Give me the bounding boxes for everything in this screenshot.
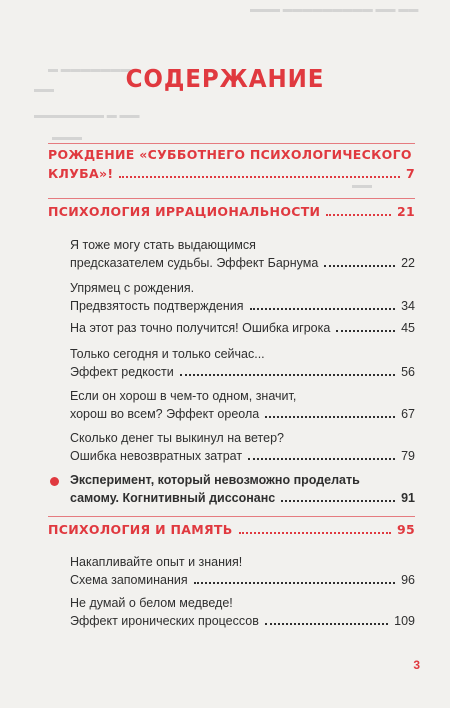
entry-line: Если он хорош в чем-то одном, значит, — [70, 389, 297, 403]
entry-page-number: 91 — [401, 491, 415, 505]
entry-page-number: 56 — [401, 365, 415, 379]
bleed-through-text: ▬ ▬▬▬▬▬▬▬ — [48, 64, 131, 75]
entry-page-number: 67 — [401, 407, 415, 421]
leader-dots — [324, 265, 395, 267]
leader-dots — [336, 330, 395, 332]
entry-row — [70, 254, 415, 272]
entry-line: Ошибка невозвратных затрат — [70, 449, 243, 463]
entry-row — [70, 405, 415, 423]
entry-line: Сколько денег ты выкинул на ветер? — [70, 431, 284, 445]
section-page-number: 21 — [397, 204, 415, 219]
toc-entry[interactable] — [70, 345, 415, 381]
entry-page-number: 22 — [401, 256, 415, 270]
toc-entry-highlighted[interactable] — [70, 471, 415, 507]
section-label-line: КЛУБА»! — [48, 166, 114, 181]
toc-entry[interactable] — [70, 553, 415, 589]
entry-line: хорош во всем? Эффект ореола — [70, 407, 260, 421]
page-number: 3 — [413, 658, 420, 672]
leader-dots — [194, 582, 395, 584]
leader-dots — [119, 176, 400, 178]
toc-entry[interactable] — [70, 594, 415, 630]
leader-dots — [265, 416, 395, 418]
entry-row — [70, 447, 415, 465]
bleed-through-text: ▬▬▬▬▬▬▬ ▬ ▬▬ — [34, 110, 140, 121]
leader-dots — [281, 500, 395, 502]
toc-entry[interactable] — [70, 236, 415, 272]
entry-line: предсказателем судьбы. Эффект Барнума — [70, 256, 319, 270]
toc-section-club[interactable] — [48, 143, 415, 183]
section-label-line: ПСИХОЛОГИЯ ИРРАЦИОНАЛЬНОСТИ — [48, 204, 321, 219]
section-row — [48, 164, 415, 183]
toc-entry[interactable] — [70, 387, 415, 423]
entry-row — [70, 363, 415, 381]
page-title: СОДЕРЖАНИЕ — [125, 64, 325, 93]
section-page-number: 7 — [406, 166, 415, 181]
entry-row — [70, 319, 415, 337]
entry-page-number: 79 — [401, 449, 415, 463]
leader-dots — [326, 214, 391, 216]
entry-page-number: 45 — [401, 321, 415, 335]
leader-dots — [180, 374, 395, 376]
entry-line: Предвзятость подтверждения — [70, 299, 244, 313]
toc-entry[interactable] — [70, 319, 415, 337]
entry-line: Я тоже могу стать выдающимся — [70, 238, 256, 252]
toc-section-memory[interactable] — [48, 516, 415, 539]
entry-line: Эксперимент, который невозможно проделать — [70, 473, 360, 487]
entry-row — [70, 489, 415, 507]
entry-row — [70, 297, 415, 315]
toc-section-irrationality[interactable] — [48, 198, 415, 221]
leader-dots — [250, 308, 396, 310]
entry-line: Эффект иронических процессов — [70, 614, 259, 628]
entry-line: Эффект редкости — [70, 365, 174, 379]
entry-page-number: 96 — [401, 573, 415, 587]
section-row — [48, 199, 415, 221]
leader-dots — [239, 532, 391, 534]
section-label-line: ПСИХОЛОГИЯ И ПАМЯТЬ — [48, 522, 233, 537]
section-row — [48, 517, 415, 539]
section-label-line: РОЖДЕНИЕ «СУББОТНЕГО ПСИХОЛОГИЧЕСКОГО — [48, 147, 412, 162]
bleed-through-text: ▬▬▬ — [52, 132, 82, 143]
leader-dots — [248, 458, 395, 460]
bleed-through-text: ▬▬ — [352, 180, 372, 191]
entry-line: самому. Когнитивный диссонанс — [70, 491, 276, 505]
toc-entry[interactable] — [70, 279, 415, 315]
section-page-number: 95 — [397, 522, 415, 537]
bleed-through-text: ▬▬▬ ▬▬▬▬▬▬▬▬▬ ▬▬ ▬▬ — [250, 4, 419, 15]
entry-line: На этот раз точно получится! Ошибка игрока — [70, 321, 331, 335]
entry-page-number: 109 — [394, 614, 415, 628]
highlight-bullet-icon — [50, 477, 59, 486]
entry-line: Схема запоминания — [70, 573, 188, 587]
leader-dots — [265, 623, 388, 625]
bleed-through-text: ▬▬ — [34, 84, 54, 95]
entry-line: Не думай о белом медведе! — [70, 596, 233, 610]
entry-row — [70, 571, 415, 589]
entry-row — [70, 612, 415, 630]
entry-page-number: 34 — [401, 299, 415, 313]
toc-entry[interactable] — [70, 429, 415, 465]
entry-line: Упрямец с рождения. — [70, 281, 195, 295]
entry-line: Только сегодня и только сейчас... — [70, 347, 265, 361]
entry-line: Накапливайте опыт и знания! — [70, 555, 243, 569]
